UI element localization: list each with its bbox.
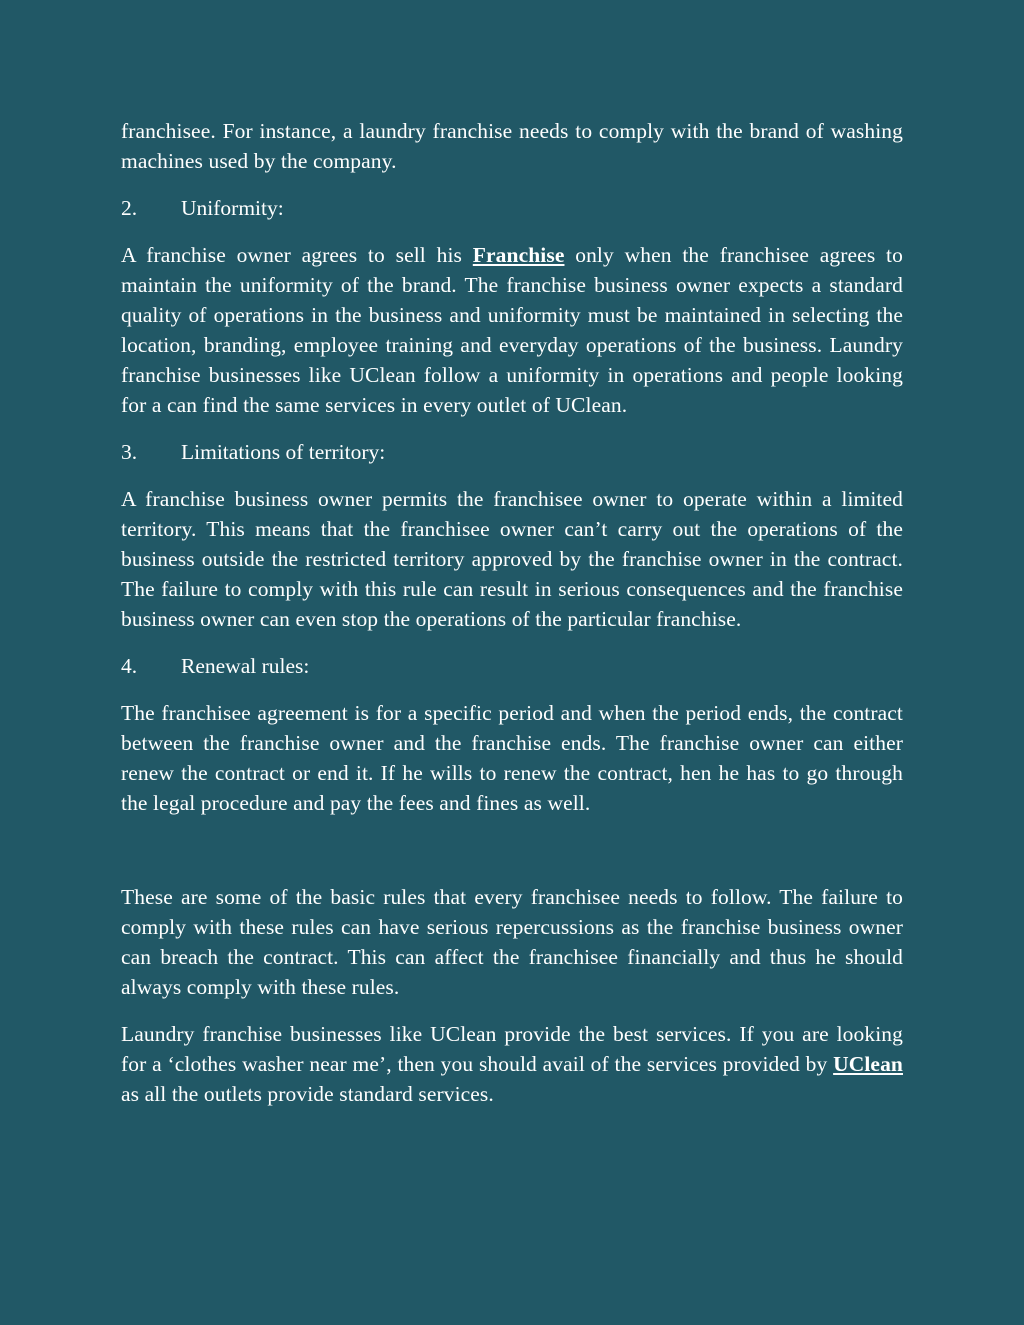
section-heading-renewal <box>121 651 903 681</box>
paragraph-text: A franchise owner agrees to sell his <box>121 243 473 267</box>
section-number: 3. <box>121 440 138 464</box>
uniformity-paragraph <box>121 240 903 420</box>
paragraph-text: Laundry franchise businesses like UClean provide the best services. If you are looking for a ‘clothes washer near me’, then you should avail of the services provided by <box>121 1022 903 1076</box>
blank-line <box>121 835 903 882</box>
renewal-paragraph: The franchisee agreement is for a specific period and when the period ends, the contract between the franchise owner and the franchise ends. The franchise owner can either renew the contract or end it. If he wills to renew the contract, hen he has to go through the legal procedure and pay the fees and fines as well. <box>121 701 903 815</box>
section-heading-territory <box>121 437 903 467</box>
closing-paragraph <box>121 1019 903 1109</box>
section-number: 4. <box>121 654 138 678</box>
paragraph-text: as all the outlets provide standard services. <box>121 1082 494 1106</box>
section-number: 2. <box>121 196 138 220</box>
section-title: Uniformity: <box>181 196 284 220</box>
territory-paragraph: A franchise business owner permits the franchisee owner to operate within a limited territory. This means that the franchisee owner can’t carry out the operations of the business outside the restricted territory approved by the franchise owner in the contract. The failure to comply with this rule can result in serious consequences and the franchise business owner can even stop the operations of the particular franchise. <box>121 487 903 631</box>
conclusion-paragraph: These are some of the basic rules that every franchisee needs to follow. The failure to comply with these rules can have serious repercussions as the franchise business owner can breach the contract. This can affect the franchisee financially and thus he should always comply with these rules. <box>121 885 903 999</box>
uclean-link[interactable]: UClean <box>833 1052 903 1076</box>
section-heading-uniformity <box>121 193 903 223</box>
franchise-link[interactable]: Franchise <box>472 243 565 267</box>
intro-paragraph: franchisee. For instance, a laundry franchise needs to comply with the brand of washing machines used by the company. <box>121 119 903 173</box>
section-title: Limitations of territory: <box>181 440 386 464</box>
paragraph-text: only when the franchisee agrees to maintain the uniformity of the brand. The franchise business owner expects a standard quality of operations in the business and uniformity must be maintained in selecting the location, branding, employee training and everyday operations of the business. Laundry franchise businesses like UClean follow a uniformity in operations and people looking for a can find the same services in every outlet of UClean. <box>121 243 903 417</box>
section-title: Renewal rules: <box>181 654 310 678</box>
document-page <box>121 116 903 1126</box>
